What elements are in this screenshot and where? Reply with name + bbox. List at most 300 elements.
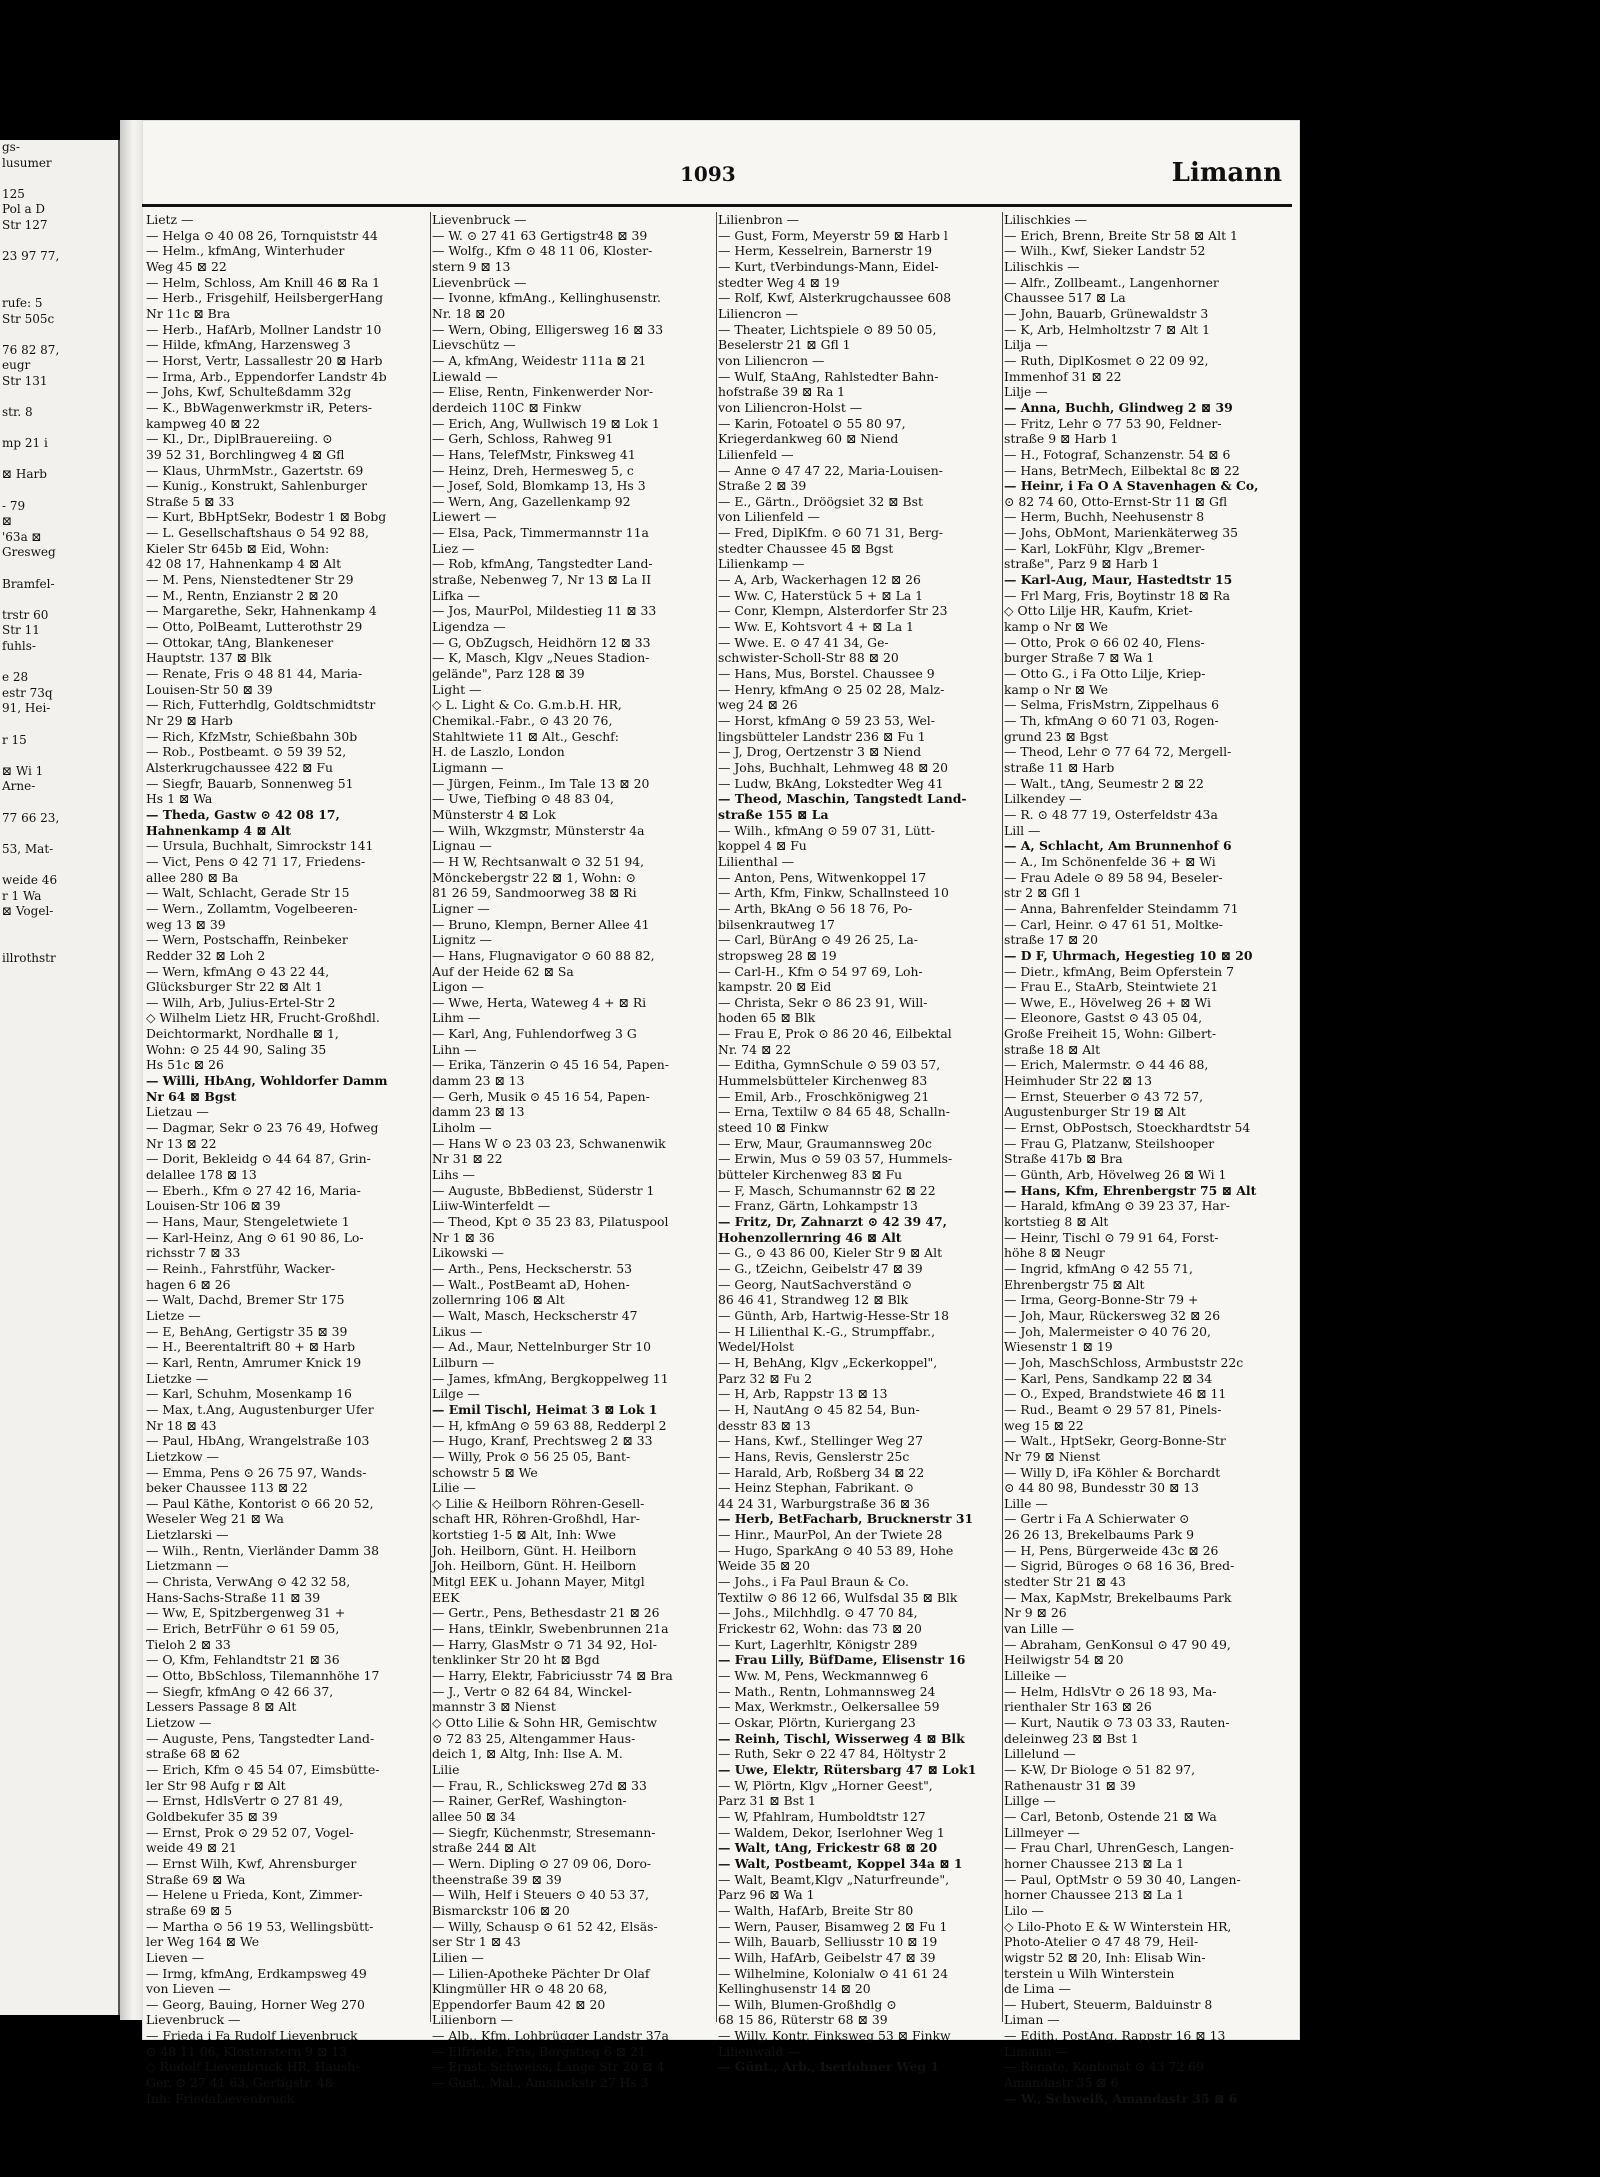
directory-entry: — Herb., Frisgehilf, HeilsbergerHang [146, 290, 384, 306]
directory-entry: — Karl, LokFühr, Klgv „Bremer- [1004, 540, 1205, 556]
left-page-line: '63a ⊠ [2, 529, 42, 544]
directory-entry: — K, Arb, Helmholtzstr 7 ⊠ Alt 1 [1004, 321, 1210, 337]
left-page-line: ⊠ Vogel- [2, 904, 54, 919]
directory-entry: straße 9 ⊠ Harb 1 [1004, 431, 1119, 447]
directory-entry: — Elfriede, Fris, Bergstieg 6 ⊠ 21 [432, 2043, 646, 2059]
directory-entry: kortstieg 1-5 ⊠ Alt, Inh: Wwe [432, 1527, 616, 1543]
directory-entry: — Helene u Frieda, Kont, Zimmer- [146, 1887, 363, 1903]
left-page-line: weide 46 [2, 872, 58, 887]
directory-entry: ◇ Otto Lilie & Sohn HR, Gemischtw [432, 1715, 658, 1730]
directory-entry: — Irma, Georg-Bonne-Str 79 + [1004, 1292, 1199, 1308]
directory-entry: Nr 18 ⊠ 43 [146, 1417, 217, 1433]
directory-entry: — Conr, Klempn, Alsterdorfer Str 23 [718, 603, 948, 619]
directory-entry: Lievschütz — [432, 337, 516, 353]
left-page-line: e 28 [2, 670, 29, 685]
directory-entry: — Siegfr, kfmAng ⊙ 42 66 37, [146, 1683, 334, 1699]
directory-entry: straße, Nebenweg 7, Nr 13 ⊠ La II [432, 572, 652, 588]
book-gutter [120, 120, 142, 2020]
directory-entry: weide 49 ⊠ 21 [146, 1840, 237, 1856]
directory-entry: — Hans, Kfm, Ehrenbergstr 75 ⊠ Alt [1004, 1182, 1257, 1198]
directory-entry: — Irma, Arb., Eppendorfer Landstr 4b [146, 368, 387, 384]
directory-entry: — Walth, HafArb, Breite Str 80 [718, 1902, 914, 1918]
left-page-line: estr 73q [2, 685, 53, 700]
directory-entry: Hummelsbütteler Kirchenweg 83 [718, 1073, 928, 1089]
directory-entry: EEK [432, 1589, 460, 1605]
directory-entry: schowstr 5 ⊠ We [432, 1464, 538, 1480]
directory-entry: — Renate, Kontorist ⊙ 43 72 69 [1004, 2059, 1205, 2075]
directory-entry: ser Str 1 ⊠ 43 [432, 1934, 521, 1950]
directory-entry: ler Weg 164 ⊠ We [146, 1934, 260, 1950]
directory-entry: — Frau Lilly, BüfDame, Elisenstr 16 [718, 1652, 966, 1668]
left-page-line [0, 748, 118, 764]
directory-entry: Parz 31 ⊠ Bst 1 [718, 1793, 816, 1809]
directory-entry: — A., Im Schönenfelde 36 + ⊠ Wi [1004, 853, 1216, 869]
directory-entry: Light — [432, 681, 482, 697]
directory-entry: — Karl, Schuhm, Mosenkamp 16 [146, 1386, 352, 1402]
directory-entry: — Kurt, BbHptSekr, Bodestr 1 ⊠ Bobg [146, 509, 387, 525]
directory-entry: Lietzau — [146, 1104, 209, 1120]
directory-entry: — Anton, Pens, Witwenkoppel 17 [718, 869, 927, 885]
directory-entry: — Rob, kfmAng, Tangstedter Land- [432, 556, 653, 572]
directory-entry: — Erich, Kfm ⊙ 45 54 07, Eimsbütte- [146, 1761, 380, 1777]
directory-entry: — Jürgen, Feinm., Im Tale 13 ⊠ 20 [432, 775, 650, 791]
left-page-line: rufe: 5 [2, 295, 43, 310]
directory-entry: lingsbütteler Landstr 236 ⊠ Fu 1 [718, 728, 926, 744]
left-page-line [0, 655, 118, 671]
directory-entry: koppel 4 ⊠ Fu [718, 838, 807, 854]
directory-entry: — Frau E., StaArb, Steintwiete 21 [1004, 979, 1219, 995]
directory-entry: — H., Fotograf, Schanzenstr. 54 ⊠ 6 [1004, 446, 1231, 462]
directory-entry: Nr 1 ⊠ 36 [432, 1229, 495, 1245]
column-divider [716, 212, 717, 2022]
left-page-line [0, 390, 118, 406]
directory-entry: — K., BbWagenwerkmstr iR, Peters- [146, 399, 373, 415]
directory-entry: gelände", Parz 128 ⊠ 39 [432, 666, 585, 682]
directory-entry: — Ludw, BkAng, Lokstedter Weg 41 [718, 775, 944, 791]
directory-entry: Münsterstr 4 ⊠ Lok [432, 806, 556, 822]
directory-entry: Lilburn — [432, 1354, 495, 1370]
directory-entry: — Erich, Malermstr. ⊙ 44 46 88, [1004, 1057, 1209, 1073]
directory-entry: Lessers Passage 8 ⊠ Alt [146, 1699, 297, 1715]
directory-entry: — Ursula, Buchhalt, Simrockstr 141 [146, 838, 374, 854]
directory-entry: Lilienwald — [718, 2043, 800, 2059]
directory-entry: straße 17 ⊠ 20 [1004, 932, 1098, 948]
directory-entry: straße", Parz 9 ⊠ Harb 1 [1004, 556, 1160, 572]
directory-entry: — Emil, Arb., Froschkönigweg 21 [718, 1088, 930, 1104]
directory-entry: — Ernst, HdlsVertr ⊙ 27 81 49, [146, 1793, 343, 1809]
left-page-line: Bramfel- [2, 576, 55, 591]
directory-entry: — Ruth, Sekr ⊙ 22 47 84, Höltystr 2 [718, 1746, 947, 1762]
directory-entry: richsstr 7 ⊠ 33 [146, 1245, 241, 1261]
directory-entry: Kieler Str 645b ⊠ Eid, Wohn: [146, 540, 330, 556]
directory-entry: — W., Schweiß, Amandastr 35 ⊠ 6 [1004, 2090, 1238, 2106]
directory-entry: — Walt, Beamt,Klgv „Naturfreunde", [718, 1871, 950, 1887]
directory-entry: Lille — [1004, 1495, 1048, 1511]
directory-entry: — Willy, Schausp ⊙ 61 52 42, Elsäs- [432, 1918, 658, 1934]
column-divider [430, 212, 431, 2022]
left-page-line: Str 505c [2, 311, 55, 326]
directory-entry: Lilienbron — [718, 212, 800, 227]
directory-entry: Nr 9 ⊠ 26 [1004, 1605, 1067, 1621]
left-page-line: 91, Hei- [2, 701, 51, 716]
directory-entry: — W, Plörtn, Klgv „Horner Geest", [718, 1777, 933, 1793]
directory-entry: — Fritz, Dr, Zahnarzt ⊙ 42 39 47, [718, 1214, 947, 1229]
directory-entry: — Karl-Aug, Maur, Hastedtstr 15 [1004, 572, 1233, 588]
directory-entry: — Wern. Dipling ⊙ 27 09 06, Doro- [432, 1855, 652, 1871]
directory-entry: Mitgl EEK u. Johann Mayer, Mitgl [432, 1574, 645, 1590]
directory-entry: Lignitz — [432, 932, 492, 948]
left-page-line: lusumer [2, 155, 52, 170]
directory-entry: van Lille — [1004, 1621, 1075, 1637]
directory-entry: — Helm., kfmAng, Winterhuder [146, 243, 345, 259]
directory-entry: — Walt, Postbeamt, Koppel 34a ⊠ 1 [718, 1855, 963, 1871]
page-header [142, 158, 1300, 198]
directory-entry: — Wulf, StaAng, Rahlstedter Bahn- [718, 368, 939, 384]
left-page-line: r 1 Wa [2, 888, 42, 903]
directory-entry: Likus — [432, 1323, 483, 1339]
directory-entry: Lillelund — [1004, 1746, 1076, 1762]
left-page-line [0, 857, 118, 873]
directory-entry: Straße 417b ⊠ Bra [1004, 1151, 1123, 1167]
directory-entry: — Walt., HptSekr, Georg-Bonne-Str [1004, 1433, 1226, 1449]
directory-entry: — Jos, MaurPol, Mildestieg 11 ⊠ 33 [432, 603, 657, 619]
directory-entry: — Otto, Prok ⊙ 66 02 40, Flens- [1004, 634, 1205, 650]
directory-entry: desstr 83 ⊠ 13 [718, 1417, 811, 1433]
directory-entry: Lill — [1004, 822, 1041, 838]
column-3 [718, 212, 1000, 2075]
directory-entry: — Anna, Buchh, Glindweg 2 ⊠ 39 [1004, 399, 1233, 415]
directory-entry: — W. ⊙ 27 41 63 Gertigstr48 ⊠ 39 [432, 227, 648, 243]
directory-entry: von Lilienfeld — [718, 509, 820, 525]
left-page-line [0, 717, 118, 733]
directory-entry: — Heinr, i Fa O A Stavenhagen & Co, [1004, 478, 1259, 494]
directory-entry: bilsenkrautweg 17 [718, 916, 835, 932]
directory-entry: — Kurt, Lagerhltr, Königstr 289 [718, 1636, 918, 1652]
directory-entry: — Karin, Fotoatel ⊙ 55 80 97, [718, 415, 906, 431]
left-page-line [0, 920, 118, 936]
directory-entry: — A, Arb, Wackerhagen 12 ⊠ 26 [718, 572, 921, 588]
directory-entry: — Dagmar, Sekr ⊙ 23 76 49, Hofweg [146, 1120, 379, 1136]
directory-entry: allee 50 ⊠ 34 [432, 1808, 516, 1824]
directory-entry: — Gerh, Musik ⊙ 45 16 54, Papen- [432, 1088, 650, 1104]
directory-entry: — Franz, Gärtn, Lohkampstr 13 [718, 1198, 918, 1214]
directory-entry: — Josef, Sold, Blomkamp 13, Hs 3 [432, 478, 646, 494]
directory-entry: — E, BehAng, Gertigstr 35 ⊠ 39 [146, 1323, 348, 1339]
directory-entry: mannstr 3 ⊠ Nienst [432, 1699, 556, 1715]
left-page-line [0, 966, 118, 982]
directory-entry: — Erika, Tänzerin ⊙ 45 16 54, Papen- [432, 1057, 669, 1073]
directory-entry: stedter Chaussee 45 ⊠ Bgst [718, 540, 894, 556]
directory-entry: wigstr 52 ⊠ 20, Inh: Elisab Win- [1004, 1949, 1206, 1965]
left-page-line: illrothstr [2, 950, 56, 965]
directory-entry: Lilja — [1004, 337, 1048, 353]
directory-entry: Klingmüller HR ⊙ 48 20 68, [432, 1981, 608, 1997]
directory-entry: — Arth, BkAng ⊙ 56 18 76, Po- [718, 900, 913, 916]
left-page-line [0, 935, 118, 951]
directory-entry: weg 24 ⊠ 26 [718, 697, 798, 713]
directory-entry: — Walt, Dachd, Bremer Str 175 [146, 1292, 345, 1308]
directory-entry: — A, kfmAng, Weidestr 111a ⊠ 21 [432, 352, 647, 368]
left-page-line [0, 592, 118, 608]
directory-entry: — Herb., HafArb, Mollner Landstr 10 [146, 321, 382, 337]
directory-entry: — Wilh, Wkzgmstr, Münsterstr 4a [432, 822, 645, 838]
directory-entry: Lilge — [432, 1386, 480, 1402]
directory-entry: Glücksburger Str 22 ⊠ Alt 1 [146, 979, 323, 995]
directory-entry: — Siegfr, Küchenmstr, Stresemann- [432, 1824, 656, 1840]
directory-entry: Lilischkies — [1004, 212, 1087, 227]
directory-entry: — H, BehAng, Klgv „Eckerkoppel", [718, 1354, 938, 1370]
directory-entry: — Hans, Mus, Borstel. Chaussee 9 [718, 666, 935, 682]
directory-entry: — Theod, Lehr ⊙ 77 64 72, Mergell- [1004, 744, 1232, 760]
directory-entry: — Wwe. E. ⊙ 47 41 34, Ge- [718, 634, 889, 650]
directory-entry: — Arth, Kfm, Finkw, Schallnsteed 10 [718, 885, 949, 901]
directory-entry: — Math., Rentn, Lohmannsweg 24 [718, 1683, 936, 1699]
directory-entry: — K, Masch, Klgv „Neues Stadion- [432, 650, 650, 666]
left-page-line: Str 131 [2, 373, 48, 388]
directory-entry: theenstraße 39 ⊠ 39 [432, 1871, 562, 1887]
directory-entry: Nr 64 ⊠ Bgst [146, 1088, 237, 1104]
left-page-line [0, 327, 118, 343]
left-page-line: mp 21 i [2, 436, 48, 451]
directory-entry: — Wilh., Kwf, Sieker Landstr 52 [1004, 243, 1206, 259]
directory-entry: — G., ⊙ 43 86 00, Kieler Str 9 ⊠ Alt [718, 1245, 943, 1261]
directory-entry: straße 244 ⊠ Alt [432, 1840, 536, 1856]
directory-entry: kampweg 40 ⊠ 22 [146, 415, 261, 431]
directory-entry: — Ernst, Schweiss, Lange Str 20 ⊠ 4 [432, 2059, 665, 2075]
directory-entry: — Willi, HbAng, Wohldorfer Damm [146, 1073, 388, 1089]
directory-entry: straße 18 ⊠ Alt [1004, 1041, 1101, 1057]
directory-entry: stedter Weg 4 ⊠ 19 [718, 274, 840, 290]
directory-entry: — Alb., Kfm, Lohbrügger Landstr 37a [432, 2028, 669, 2044]
directory-entry: deich 1, ⊠ Altg, Inh: Ilse A. M. [432, 1746, 623, 1762]
directory-entry: kampstr. 20 ⊠ Eid [718, 979, 832, 995]
directory-entry: straße 69 ⊠ 5 [146, 1902, 233, 1918]
directory-entry: — Wern, Ang, Gazellenkamp 92 [432, 493, 631, 509]
directory-entry: — Ww. M, Pens, Weckmannweg 6 [718, 1668, 929, 1684]
directory-entry: 81 26 59, Sandmoorweg 38 ⊠ Ri [432, 885, 637, 901]
directory-entry: straße 155 ⊠ La [718, 806, 829, 822]
directory-entry: — Wilh., Rentn, Vierländer Damm 38 [146, 1542, 379, 1558]
directory-entry: Nr. 74 ⊠ 22 [718, 1041, 792, 1057]
directory-entry: — Erich, Ang, Wullwisch 19 ⊠ Lok 1 [432, 415, 660, 431]
directory-entry: Lievenbruck — [432, 212, 527, 227]
directory-entry: Lievenbrück — [432, 274, 527, 290]
directory-entry: Lieven — [146, 1949, 205, 1965]
directory-entry: — H, NautAng ⊙ 45 82 54, Bun- [718, 1401, 920, 1417]
left-page-line: Pol a D [2, 202, 46, 217]
directory-entry: — Erwin, Mus ⊙ 59 03 57, Hummels- [718, 1151, 953, 1167]
directory-entry: Bismarckstr 106 ⊠ 20 [432, 1902, 570, 1918]
directory-entry: — Rud., Beamt ⊙ 29 57 81, Pinels- [1004, 1401, 1222, 1417]
left-page-line: - 79 [2, 498, 26, 513]
directory-entry: — Joh, Malermeister ⊙ 40 76 20, [1004, 1323, 1211, 1339]
directory-entry: — Ww. E, Kohtsvort 4 + ⊠ La 1 [718, 619, 914, 635]
directory-entry: — Christa, VerwAng ⊙ 42 32 58, [146, 1574, 351, 1590]
directory-entry: — Wilh, Helf i Steuers ⊙ 40 53 37, [432, 1887, 649, 1903]
left-page-line [0, 561, 118, 577]
directory-entry: — Renate, Fris ⊙ 48 81 44, Maria- [146, 666, 363, 682]
directory-entry: — Hugo, SparkAng ⊙ 40 53 89, Hohe [718, 1542, 954, 1558]
directory-entry: — John, Bauarb, Grünewaldstr 3 [1004, 305, 1209, 321]
directory-entry: — Sigrid, Büroges ⊙ 68 16 36, Bred- [1004, 1558, 1235, 1574]
directory-entry: ◇ Rudolf Lievenbruck HR, Haush- [146, 2059, 360, 2075]
directory-entry: Ger. ⊙ 27 41 63, Gertigstr. 48 [146, 2075, 333, 2091]
directory-entry: str 2 ⊠ Gfl 1 [1004, 885, 1082, 901]
directory-entry: weg 13 ⊠ 39 [146, 916, 226, 932]
left-page-line: 125 [2, 186, 25, 201]
directory-entry: — H Lilienthal K.-G., Strumpffabr., [718, 1323, 936, 1339]
directory-entry: Straße 69 ⊠ Wa [146, 1871, 246, 1887]
directory-entry: — H, Pens, Bürgerweide 43c ⊠ 26 [1004, 1542, 1219, 1558]
left-page-line: Arne- [2, 779, 36, 794]
directory-entry: — Wern, kfmAng ⊙ 43 22 44, [146, 963, 330, 979]
directory-entry: — Hans, Maur, Stengeletwiete 1 [146, 1214, 350, 1229]
directory-entry: Lietz — [146, 212, 194, 227]
directory-entry: — Hans, Flugnavigator ⊙ 60 88 82, [432, 947, 655, 963]
directory-entry: Limann — [1004, 2043, 1068, 2059]
directory-entry: — Kl., Dr., DiplBrauereiing. ⊙ [146, 431, 333, 447]
directory-entry: — Wilh, Arb, Julius-Ertel-Str 2 [146, 994, 336, 1010]
directory-entry: — Henry, kfmAng ⊙ 25 02 28, Malz- [718, 681, 945, 697]
column-4 [1004, 212, 1294, 2106]
directory-entry: — Ruth, DiplKosmet ⊙ 22 09 92, [1004, 352, 1209, 368]
directory-entry: — Horst, Vertr, Lassallestr 20 ⊠ Harb [146, 352, 383, 368]
directory-entry: — Ww. C, Haterstück 5 + ⊠ La 1 [718, 587, 924, 603]
directory-entry: — Heinr, Tischl ⊙ 79 91 64, Forst- [1004, 1229, 1219, 1245]
directory-entry: — Auguste, BbBedienst, Süderstr 1 [432, 1182, 655, 1198]
directory-entry: Lihn — [432, 1041, 477, 1057]
directory-entry: Lietzow — [146, 1715, 212, 1730]
directory-entry: — Paul, OptMstr ⊙ 59 30 40, Langen- [1004, 1871, 1241, 1887]
directory-entry: — Auguste, Pens, Tangstedter Land- [146, 1730, 375, 1746]
directory-entry: — G., tZeichn, Geibelstr 47 ⊠ 39 [718, 1260, 923, 1276]
directory-entry: — Paul Käthe, Kontorist ⊙ 66 20 52, [146, 1495, 374, 1511]
directory-entry: Likowski — [432, 1245, 504, 1261]
directory-entry: — Paul, HbAng, Wrangelstraße 103 [146, 1433, 370, 1449]
directory-entry: — Oskar, Plörtn, Kuriergang 23 [718, 1715, 916, 1730]
directory-entry: Auf der Heide 62 ⊠ Sa [432, 963, 574, 979]
directory-entry: — Hans, tEinklr, Swebenbrunnen 21a [432, 1621, 669, 1637]
directory-entry: — Hans, BetrMech, Eilbektal 8c ⊠ 22 [1004, 462, 1240, 478]
directory-entry: — Edith, PostAng, Rappstr 16 ⊠ 13 [1004, 2028, 1226, 2044]
directory-entry: — Gust., Mal., Amsinckstr 27 Hs 3 [432, 2075, 649, 2091]
directory-entry: — Kurt, tVerbindungs-Mann, Eidel- [718, 258, 939, 274]
directory-entry: — Max, KapMstr, Brekelbaums Park [1004, 1589, 1232, 1605]
directory-entry: — Reinh., Fahrstführ, Wacker- [146, 1260, 336, 1276]
directory-entry: Lilischkis — [1004, 258, 1080, 274]
directory-entry: — Ernst, ObPostsch, Stoeckhardtstr 54 [1004, 1120, 1251, 1136]
left-page-line: 77 66 23, [2, 810, 60, 825]
directory-entry: — Rich, KfzMstr, Schießbahn 30b [146, 728, 358, 744]
directory-entry: — Uwe, Tiefbing ⊙ 48 83 04, [432, 791, 614, 807]
directory-entry: — Klaus, UhrmMstr., Gazertstr. 69 [146, 462, 364, 478]
left-page-line: ⊠ [2, 514, 13, 529]
directory-entry: — Wilh, HafArb, Geibelstr 47 ⊠ 39 [718, 1949, 936, 1965]
directory-entry: — Theater, Lichtspiele ⊙ 89 50 05, [718, 321, 937, 337]
directory-entry: — Ww, E, Spitzbergenweg 31 + [146, 1605, 346, 1621]
directory-entry: — Eberh., Kfm ⊙ 27 42 16, Maria- [146, 1182, 361, 1198]
directory-entry: — Reinh, Tischl, Wisserweg 4 ⊠ Blk [718, 1730, 965, 1746]
directory-entry: ⊙ 48 11 06, Klosterstern 9 ⊠ 13 [146, 2043, 348, 2059]
directory-entry: Kellinghusenstr 14 ⊠ 20 [718, 1981, 871, 1997]
directory-entry: burger Straße 7 ⊠ Wa 1 [1004, 650, 1155, 666]
directory-entry: straße 11 ⊠ Harb [1004, 759, 1115, 775]
directory-entry: Straße 5 ⊠ 33 [146, 493, 235, 509]
directory-entry: — Gertr i Fa A Schierwater ⊙ [1004, 1511, 1190, 1527]
directory-entry: — J, Drog, Oertzenstr 3 ⊠ Niend [718, 744, 922, 760]
directory-entry: Lilienborn — [432, 2012, 514, 2028]
directory-entry: Parz 96 ⊠ Wa 1 [718, 1887, 815, 1903]
directory-entry: Lifka — [432, 587, 481, 603]
directory-entry: — Frau, R., Schlicksweg 27d ⊠ 33 [432, 1777, 647, 1793]
directory-entry: — Ernst Wilh, Kwf, Ahrensburger [146, 1855, 357, 1871]
page-number: 1093 [680, 162, 736, 186]
directory-entry: H. de Laszlo, London [432, 744, 565, 760]
left-page-line: Gresweg [2, 545, 56, 560]
directory-entry: — Alfr., Zollbeamt., Langenhorner [1004, 274, 1219, 290]
directory-entry: derdeich 110C ⊠ Finkw [432, 399, 582, 415]
left-page-line: gs- [2, 140, 20, 154]
directory-entry: Lihs — [432, 1167, 475, 1183]
directory-entry: — Hugo, Kranf, Prechtsweg 2 ⊠ 33 [432, 1433, 653, 1449]
directory-entry: de Lima — [1004, 1981, 1071, 1997]
directory-entry: — R. ⊙ 48 77 19, Osterfeldstr 43a [1004, 806, 1218, 822]
directory-entry: — Günth, Arb, Hartwig-Hesse-Str 18 [718, 1307, 949, 1323]
directory-entry: — Erw, Maur, Graumannsweg 20c [718, 1135, 932, 1151]
directory-entry: 68 15 86, Rüterstr 68 ⊠ 39 [718, 2012, 888, 2028]
directory-entry: — Wilh, Blumen-Großhdlg ⊙ [718, 1996, 897, 2012]
directory-entry: — Walt, tAng, Frickestr 68 ⊠ 20 [718, 1840, 938, 1856]
left-page-line: r 15 [2, 732, 27, 747]
directory-entry: Chaussee 517 ⊠ La [1004, 290, 1126, 306]
directory-entry: — Heinz, Dreh, Hermesweg 5, c [432, 462, 634, 478]
directory-entry: — Walt, Masch, Heckscherstr 47 [432, 1307, 638, 1323]
directory-entry: — Carl, Heinr. ⊙ 47 61 51, Moltke- [1004, 916, 1223, 932]
directory-entry: — Heinz Stephan, Fabrikant. ⊙ [718, 1480, 914, 1496]
directory-entry: steed 10 ⊠ Finkw [718, 1120, 829, 1136]
directory-entry: Joh. Heilborn, Günt. H. Heilborn [432, 1542, 637, 1558]
directory-entry: — Willy, Prok ⊙ 56 25 05, Bant- [432, 1448, 631, 1464]
directory-entry: — Carl, BürAng ⊙ 49 26 25, La- [718, 932, 918, 948]
directory-entry: — M. Pens, Nienstedtener Str 29 [146, 572, 354, 588]
directory-entry: Lietze — [146, 1307, 201, 1323]
left-page-line: ⊠ Harb [2, 467, 47, 482]
left-page-line [0, 421, 118, 437]
directory-entry: — James, kfmAng, Bergkoppelweg 11 [432, 1370, 669, 1386]
directory-entry: — Wilhelmine, Kolonialw ⊙ 41 61 24 [718, 1965, 949, 1981]
directory-entry: Lietzmann — [146, 1558, 229, 1574]
directory-entry: Nr 79 ⊠ Nienst [1004, 1448, 1101, 1464]
directory-entry: — Rich, Futterhdlg, Goldtschmidtstr [146, 697, 376, 713]
directory-entry: — M., Rentn, Enzianstr 2 ⊠ 20 [146, 587, 339, 603]
directory-entry: 44 24 31, Warburgstraße 36 ⊠ 36 [718, 1495, 930, 1511]
directory-entry: Amandastr 35 ⊠ 6 [1004, 2075, 1119, 2091]
left-page-line: fuhls- [2, 639, 36, 653]
directory-entry: Photo-Atelier ⊙ 47 48 79, Heil- [1004, 1934, 1199, 1950]
directory-entry: Kriegerdankweg 60 ⊠ Niend [718, 431, 899, 447]
directory-entry: deleinweg 23 ⊠ Bst 1 [1004, 1730, 1139, 1746]
left-page-line [0, 483, 118, 499]
directory-entry: — Fred, DiplKfm. ⊙ 60 71 31, Berg- [718, 525, 944, 541]
directory-entry: ⊙ 72 83 25, Altengammer Haus- [432, 1730, 636, 1746]
directory-entry: — Hans W ⊙ 23 03 23, Schwanenwik [432, 1135, 666, 1151]
directory-entry: — Günth, Arb, Hövelweg 26 ⊠ Wi 1 [1004, 1167, 1227, 1183]
directory-entry: — Hinr., MaurPol, An der Twiete 28 [718, 1527, 943, 1543]
directory-entry: Redder 32 ⊠ Loh 2 [146, 947, 266, 963]
directory-entry: — Walt., PostBeamt aD, Hohen- [432, 1276, 630, 1292]
directory-entry: Inh: FriedaLievenbruck [146, 2090, 295, 2106]
left-page-line [0, 280, 118, 296]
